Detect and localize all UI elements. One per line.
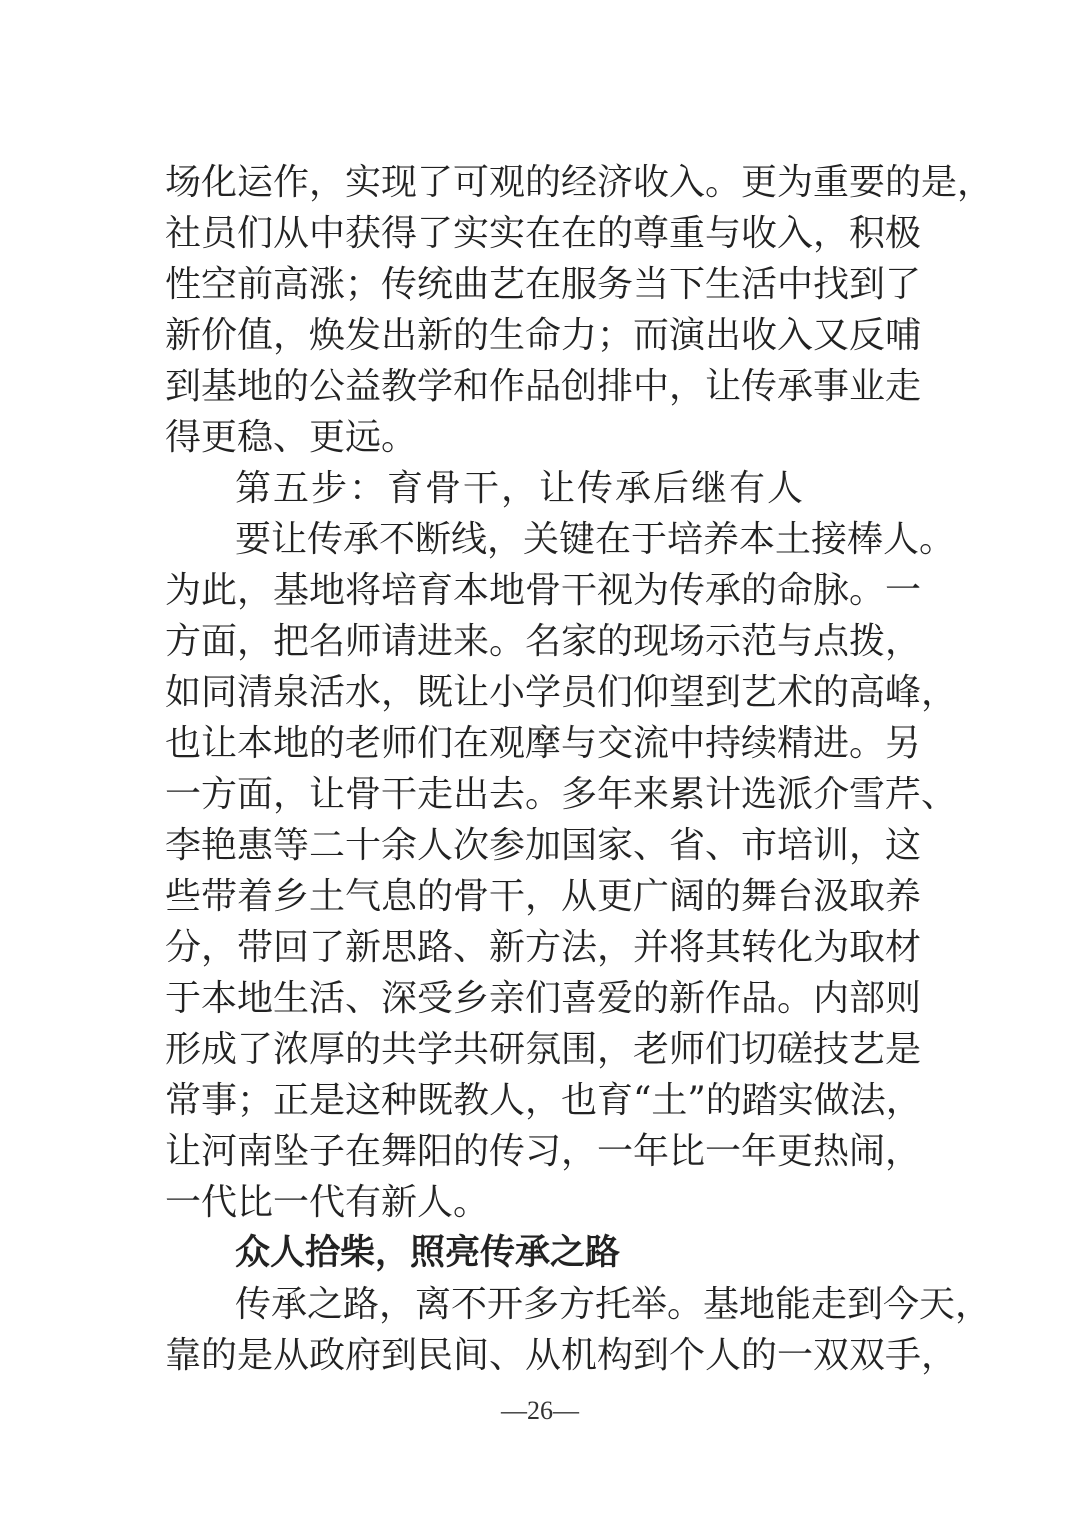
paragraph-line: 于本地生活、深受乡亲们喜爱的新作品。内部则 bbox=[165, 978, 922, 1019]
paragraph-line: 如同清泉活水，既让小学员们仰望到艺术的高峰， bbox=[165, 672, 958, 713]
paragraph-line: 要让传承不断线，关键在于培养本土接棒人。 bbox=[235, 519, 956, 560]
paragraph-line: 分，带回了新思路、新方法，并将其转化为取材 bbox=[165, 927, 922, 968]
paragraph-line: 让河南坠子在舞阳的传习，一年比一年更热闹， bbox=[165, 1131, 922, 1172]
page-number: —26— bbox=[501, 1396, 579, 1425]
paragraph-line: 传承之路，离不开多方托举。基地能走到今天， bbox=[235, 1284, 992, 1325]
paragraph-line: 也让本地的老师们在观摩与交流中持续精进。另 bbox=[165, 723, 922, 764]
paragraph-line: 靠的是从政府到民间、从机构到个人的一双双手， bbox=[165, 1335, 958, 1376]
paragraph-line: 些带着乡土气息的骨干，从更广阔的舞台汲取养 bbox=[165, 876, 922, 917]
paragraph-line: 得更稳、更远。 bbox=[165, 417, 418, 458]
paragraph-line: 到基地的公益教学和作品创排中，让传承事业走 bbox=[165, 366, 922, 407]
paragraph-line: 形成了浓厚的共学共研氛围，老师们切磋技艺是 bbox=[165, 1029, 922, 1070]
paragraph-line: 方面，把名师请进来。名家的现场示范与点拨， bbox=[165, 621, 922, 662]
paragraph-line: 新价值，焕发出新的生命力；而演出收入又反哺 bbox=[165, 315, 922, 356]
paragraph-line: 李艳惠等二十余人次参加国家、省、市培训，这 bbox=[165, 825, 922, 866]
paragraph-line: 为此，基地将培育本地骨干视为传承的命脉。一 bbox=[165, 570, 922, 611]
paragraph-line: 一方面，让骨干走出去。多年来累计选派介雪芹、 bbox=[165, 774, 958, 815]
paragraph-line: 社员们从中获得了实实在在的尊重与收入，积极 bbox=[165, 213, 922, 254]
paragraph-line: 场化运作，实现了可观的经济收入。更为重要的是， bbox=[165, 162, 994, 203]
document-page bbox=[165, 157, 994, 1381]
paragraph-line: 常事；正是这种既教人，也育“土”的踏实做法， bbox=[165, 1080, 922, 1121]
section-heading: 众人拾柴，照亮传承之路 bbox=[235, 1233, 621, 1273]
section-step-heading: 第五步：育骨干，让传承后继有人 bbox=[235, 468, 806, 509]
paragraph-line: 性空前高涨；传统曲艺在服务当下生活中找到了 bbox=[165, 264, 922, 305]
paragraph-line: 一代比一代有新人。 bbox=[165, 1182, 490, 1223]
